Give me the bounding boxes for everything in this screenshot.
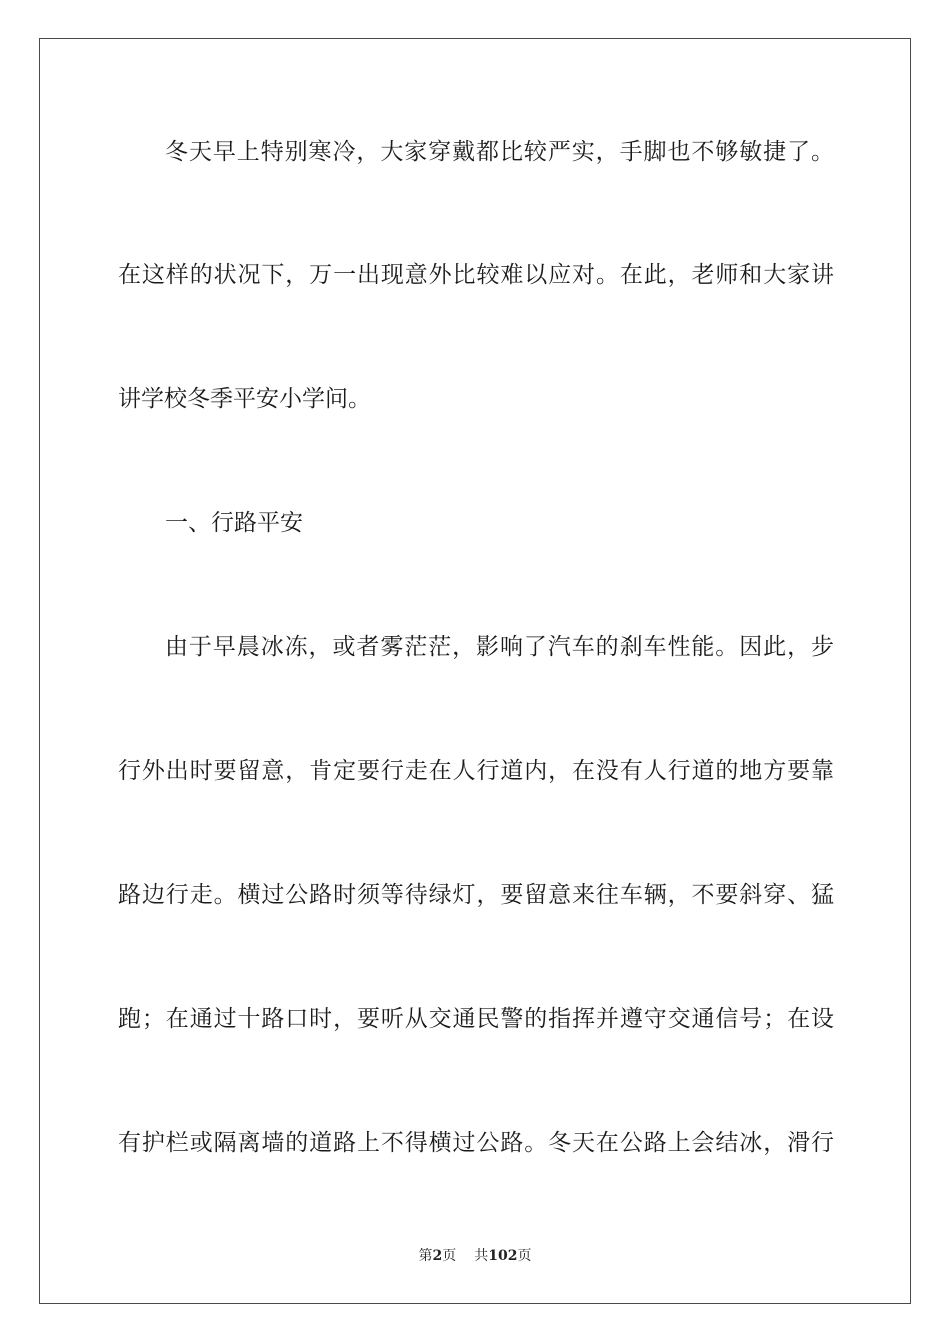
paragraph-line: 行外出时要留意，肯定要行走在人行道内，在没有人行道的地方要靠 <box>118 758 834 784</box>
section-heading: 一、行路平安 <box>165 510 303 536</box>
paragraph-line: 由于早晨冰冻，或者雾茫茫，影响了汽车的刹车性能。因此，步 <box>165 634 834 660</box>
paragraph-line: 有护栏或隔离墙的道路上不得横过公路。冬天在公路上会结冰，滑行 <box>118 1130 834 1156</box>
paragraph-line: 在这样的状况下，万一出现意外比较难以应对。在此，老师和大家讲 <box>118 262 834 288</box>
paragraph-line: 跑；在通过十路口时，要听从交通民警的指挥并遵守交通信号；在设 <box>118 1006 834 1032</box>
page-footer <box>0 1246 950 1266</box>
page-number: 第2页 <box>418 1248 457 1264</box>
page-border <box>39 38 911 1304</box>
paragraph-line: 冬天早上特别寒冷，大家穿戴都比较严实，手脚也不够敏捷了。 <box>165 139 834 165</box>
paragraph-line: 路边行走。横过公路时须等待绿灯，要留意来往车辆，不要斜穿、猛 <box>118 882 834 908</box>
paragraph-line: 讲学校冬季平安小学问。 <box>118 386 371 412</box>
total-pages: 共102页 <box>474 1248 532 1264</box>
